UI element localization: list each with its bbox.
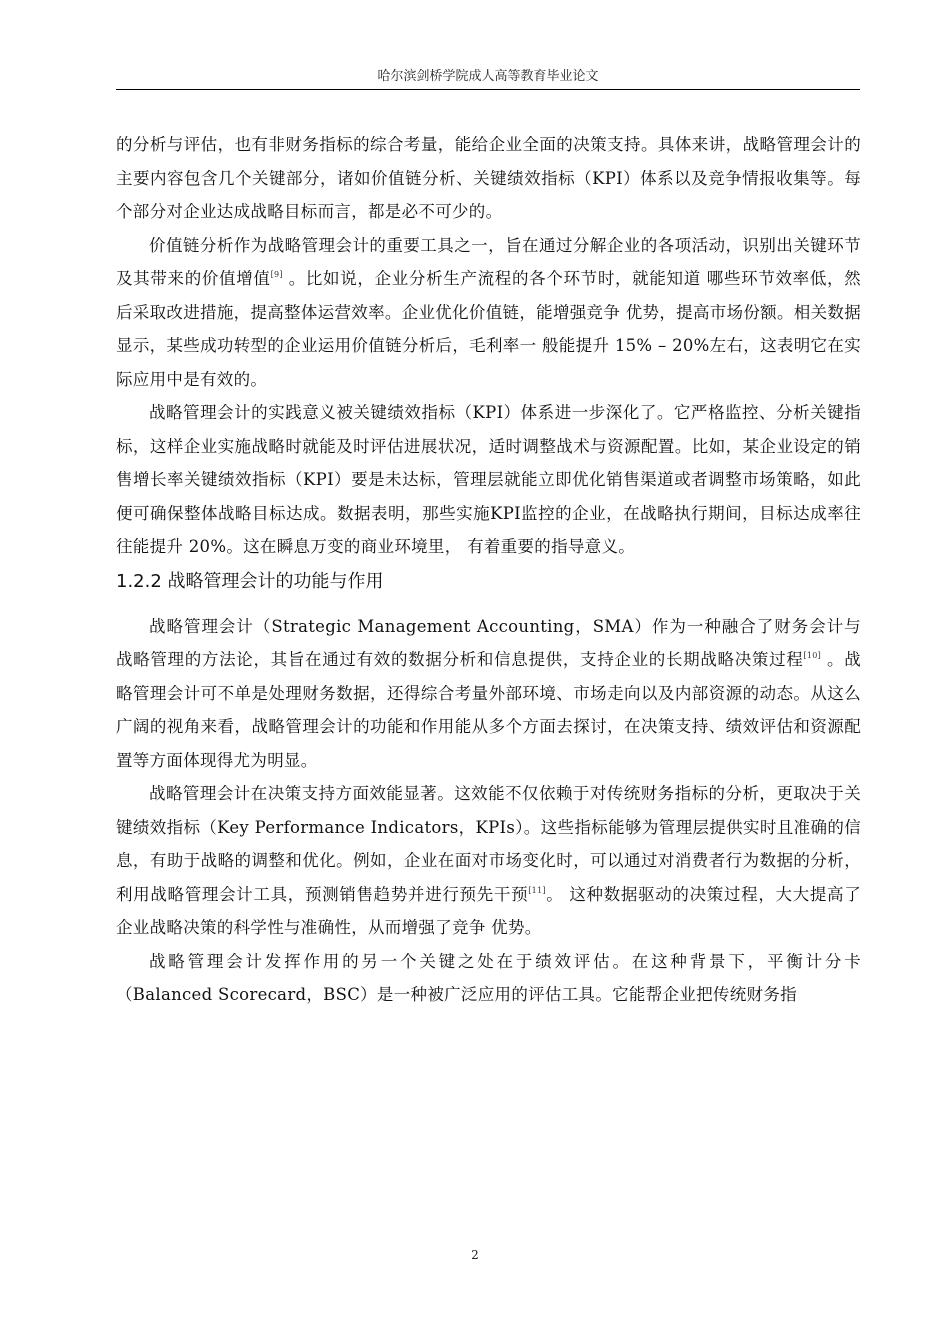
paragraph-continued: 的分析与评估，也有非财务指标的综合考量，能给企业全面的决策支持。具体来讲，战略管理会计的主要内容包含几个关键部分，诸如价值链分析、关键绩效指标（KPI）体系以及竞争情报收集等。每个部分对企业达成战略目标而言，都是必不可少的。 <box>116 135 861 221</box>
header-divider <box>116 89 860 90</box>
citation-11: [11] <box>528 885 546 895</box>
page-number: 2 <box>471 1248 479 1262</box>
paragraph-performance-evaluation: 战略管理会计发挥作用的另一个关键之处在于绩效评估。在这种背景下，平衡计分卡（Balanced Scorecard，BSC）是一种被广泛应用的评估工具。它能帮企业把传统财务指 <box>116 951 861 1004</box>
citation-10: [10] <box>803 651 822 660</box>
paragraph-value-chain: 价值链分析作为战略管理会计的重要工具之一，旨在通过分解企业的各项活动，识别出关键环节及其带来的价值增值[9] 。比如说，企业分析生产流程的各个环节时，就能知道 哪些环节效率低，然后采取改进措施，提高整体运营效率。企业优化价值链，能增强竞争 优势，提高市场份额。相关数据显示，某些成功转型的企业运用价值链分析后，毛利率一 般能提升 15% – 20%左右，这表明它在实际应用中是有效的。 <box>116 235 861 389</box>
page-header: 哈尔滨剑桥学院成人高等教育毕业论文 <box>377 69 599 84</box>
paragraph-sma-definition: 战略管理会计（Strategic Management Accounting，SMA）作为一种融合了财务会计与战略管理的方法论，其旨在通过有效的数据分析和信息提供，支持企业的长期战略决策过程[10] 。战略管理会计可不单是处理财务数据，还得综合考量外部环境、市场走向以及内部资源的动态。从这么广阔的视角来看，战略管理会计的功能和作用能从多个方面去探讨，在决策支持、绩效评估和资源配置等方面体现得尤为明显。 <box>116 616 861 770</box>
paragraph-kpi: 战略管理会计的实践意义被关键绩效指标（KPI）体系进一步深化了。它严格监控、分析关键指标，这样企业实施战略时就能及时评估进展状况，适时调整战术与资源配置。比如，某企业设定的销售增长率关键绩效指标（KPI）要是未达标，管理层就能立即优化销售渠道或者调整市场策略，如此便可确保整体战略目标达成。数据表明，那些实施KPI监控的企业，在战略执行期间，目标达成率往往能提升 20%。这在瞬息万变的商业环境里， 有着重要的指导意义。 <box>116 403 861 556</box>
body-text <box>116 128 861 1012</box>
section-heading: 1.2.2 战略管理会计的功能与作用 <box>116 570 384 592</box>
paragraph-decision-support: 战略管理会计在决策支持方面效能显著。这效能不仅依赖于对传统财务指标的分析，更取决于关键绩效指标（Key Performance Indicators，KPIs）。这些指标能够为管理层提供实时且准确的信息，有助于战略的调整和优化。例如，企业在面对市场变化时，可以通过对消费者行为数据的分析，利用战略管理会计工具，预测销售趋势并进行预先干预[11]。 这种数据驱动的决策过程，大大提高了企业战略决策的科学性与准确性，从而增强了竞争 优势。 <box>116 784 862 937</box>
citation-9: [9] <box>270 270 283 279</box>
